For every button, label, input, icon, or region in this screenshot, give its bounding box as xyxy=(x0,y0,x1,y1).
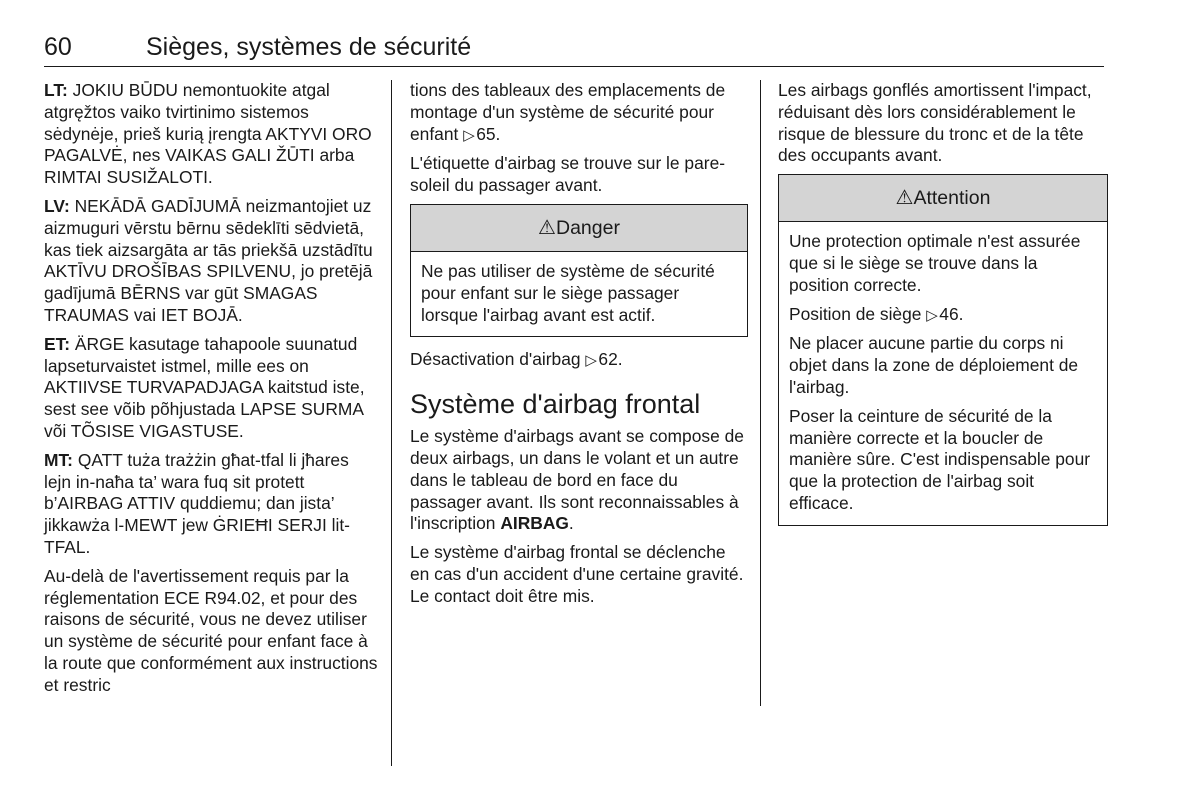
mt-text: QATT tuża trażżin għat-tfal li jħares lejn in-naħa ta’ wara fuq sit protett b’AIRBAG ATTIV quddiemu; dan jista’ jikkawża l-MEWT jew ĠRIEĦI SERJI lit-TFAL. xyxy=(44,449,350,557)
danger-box xyxy=(410,204,748,337)
attention-text-3: Ne placer aucune partie du corps ni objet dans la zone de déploiement de l'airbag. xyxy=(789,333,1079,397)
reference-arrow-icon: ▷ xyxy=(463,126,475,144)
danger-header xyxy=(411,205,747,252)
et-text: ÄRGE kasutage tahapoole suunatud lapseturvaistet istmel, mille ees on AKTIIVSE TURVAPADJAGA kaitstud iste, sest see võib põhjustada LAPSE SURMA või TÕSISE VIGASTUSE. xyxy=(44,333,365,441)
attention-header xyxy=(779,175,1107,222)
page-reference-link[interactable]: 65. xyxy=(476,123,501,144)
lang-label-lv: LV: xyxy=(44,195,70,216)
danger-title: Danger xyxy=(555,216,620,239)
warning-triangle-icon: ⚠ xyxy=(895,187,914,210)
paragraph-au-dela: Au-delà de l'avertissement requis par la réglementation ECE R94.02, et pour des raisons de sécurité, vous ne devez utiliser un système de sécurité pour enfant face à la route que conformément aux instructions et restric xyxy=(44,565,378,695)
danger-text: Ne pas utiliser de système de sécurité pour enfant sur le siège passager lorsque l'airbag avant est actif. xyxy=(421,260,715,325)
paragraph-lt xyxy=(44,80,378,189)
lv-text: NEKĀDĀ GADĪJUMĀ neizmantojiet uz aizmuguri vērstu bērnu sēdeklīti sēdvietā, kas tiek aizsargāta ar tās priekšā uzstādītu AKTĪVU DROŠĪBAS SPILVENU, jo pretējā gadījumā BĒRNS var gūt SMAGAS TRAUMAS vai IET BOJĀ. xyxy=(44,195,373,325)
column-2 xyxy=(410,80,748,615)
paragraph-mt xyxy=(44,450,378,559)
attention-box xyxy=(778,174,1108,526)
lt-text: JOKIU BŪDU nemontuokite atgal atgręžtos vaiko tvirtinimo sistemos sėdynėje, prieš kurią įrengta AKTYVI ORO PAGALVĖ, nes VAIKAS GALI ŽŪTI arba RIMTAI SUSIŽALOTI. xyxy=(44,80,372,188)
paragraph-continuation: tions des tableaux des emplacements de montage d'un système de sécurité pour enfant ▷ 65. xyxy=(410,80,726,144)
attention-title: Attention xyxy=(913,187,991,210)
lang-label-mt: MT: xyxy=(44,449,73,470)
attention-text-4: Poser la ceinture de sécurité de la manière correcte et la boucler de manière sûre. C'est indispensable pour que la protection de l'airbag soit efficace. xyxy=(789,405,1091,513)
header-title: Sièges, systèmes de sécurité xyxy=(146,33,472,61)
attention-body xyxy=(779,222,1107,525)
attention-text-2: Position de siège ▷ 46. xyxy=(789,303,964,324)
column-divider xyxy=(391,80,392,766)
airbag-inscription: AIRBAG xyxy=(500,513,569,534)
column-divider xyxy=(760,80,761,706)
attention-text-1: Une protection optimale n'est assurée que si le siège se trouve dans la position correcte. xyxy=(789,231,1081,295)
reference-arrow-icon: ▷ xyxy=(926,306,938,324)
paragraph-lv xyxy=(44,196,378,327)
paragraph-intro: Les airbags gonflés amortissent l'impact, réduisant dès lors considérablement le risque de blessure du tronc et de la tête des occupants avant. xyxy=(778,80,1092,166)
warning-triangle-icon: ⚠ xyxy=(538,216,556,239)
paragraph-etiquette: L'étiquette d'airbag se trouve sur le pare-soleil du passager avant. xyxy=(410,153,726,196)
section-title: Système d'airbag frontal xyxy=(410,389,701,420)
reference-arrow-icon: ▷ xyxy=(585,352,597,370)
column-3 xyxy=(778,80,1108,538)
paragraph-desactivation: Désactivation d'airbag ▷ 62. xyxy=(410,349,623,370)
paragraph-airbag-trigger: Le système d'airbag frontal se déclenche en cas d'un accident d'une certaine gravité. Le contact doit être mis. xyxy=(410,542,744,606)
lang-label-lt: LT: xyxy=(44,80,68,100)
paragraph-et xyxy=(44,334,378,443)
page-number: 60 xyxy=(44,33,72,61)
column-1 xyxy=(44,80,378,704)
danger-body xyxy=(411,252,747,336)
lang-label-et: ET: xyxy=(44,333,71,354)
page-header xyxy=(44,32,1104,67)
page-reference-link[interactable]: 62. xyxy=(598,349,623,370)
paragraph-airbag-composition: Le système d'airbags avant se compose de deux airbags, un dans le volant et un autre dans le tableau de bord en face du passager avant. Ils sont reconnaissables à l'inscription AIRBAG. xyxy=(410,426,744,534)
page-reference-link[interactable]: 46. xyxy=(939,303,964,324)
